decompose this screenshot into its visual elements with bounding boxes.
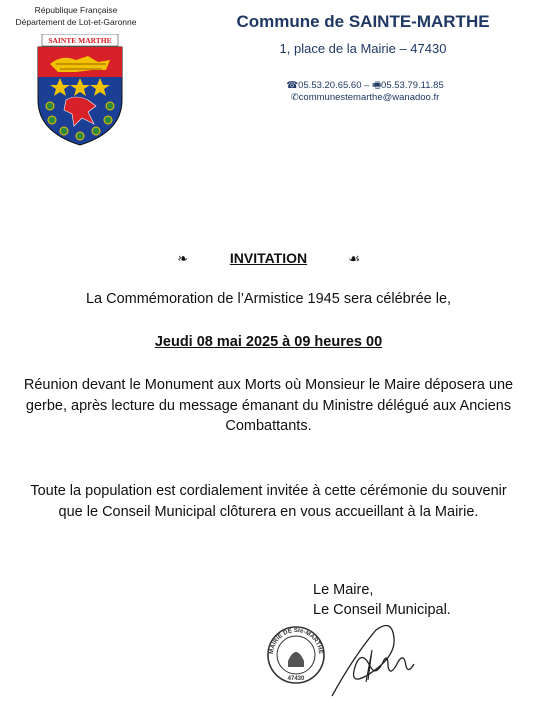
invitation-title: INVITATION: [229, 250, 308, 266]
announcement-line: La Commémoration de l’Armistice 1945 sera célébrée le,: [85, 291, 452, 307]
ceremony-paragraph: Réunion devant le Monument aux Morts où Monsieur le Maire déposera une gerbe, après lecture du message émanant du Ministre délégué aux Anciens Combattants.: [23, 377, 514, 434]
town-name: Commune de SAINTE-MARTHE: [236, 12, 490, 31]
phone-number: 05.53.20.65.60: [298, 80, 362, 91]
town-hall-stamp: [266, 625, 326, 685]
mail-icon: ✆: [290, 92, 299, 103]
invitation-paragraph: Toute la population est cordialement invitée à cette cérémonie du souvenir que le Conseil Municipal clôturera en vous accueillant à la Mairie.: [30, 483, 507, 520]
stamp-top-text: MAIRIE DE Ste-MARTHE: [268, 627, 324, 655]
town-address: 1, place de la Mairie – 47430: [279, 41, 447, 56]
phone-icon: ☎: [286, 80, 299, 91]
contact-separator: –: [361, 80, 373, 91]
town-crest: [36, 34, 124, 146]
stamp-bottom-text: 47430: [287, 676, 305, 682]
email-address[interactable]: communestemarthe@wanadoo.fr: [298, 92, 440, 103]
signatory-mayor: Le Maire,: [313, 582, 374, 598]
mayor-signature: [326, 620, 416, 700]
republic-label: République Française: [34, 5, 118, 15]
fax-number: 05.53.79.11.85: [381, 80, 444, 91]
signatory-council: Le Conseil Municipal.: [313, 602, 451, 618]
department-label: Département de Lot-et-Garonne: [15, 17, 137, 27]
event-date: Jeudi 08 mai 2025 à 09 heures 00: [154, 334, 383, 350]
right-ornament-icon: ☙: [348, 251, 360, 266]
invitation-heading: [0, 250, 537, 267]
header-left: [12, 4, 140, 28]
left-ornament-icon: ❧: [177, 251, 189, 266]
contact-email: [250, 92, 480, 103]
crest-banner: SAINTE MARTHE: [48, 36, 112, 45]
fax-icon: 🖷: [372, 80, 382, 91]
